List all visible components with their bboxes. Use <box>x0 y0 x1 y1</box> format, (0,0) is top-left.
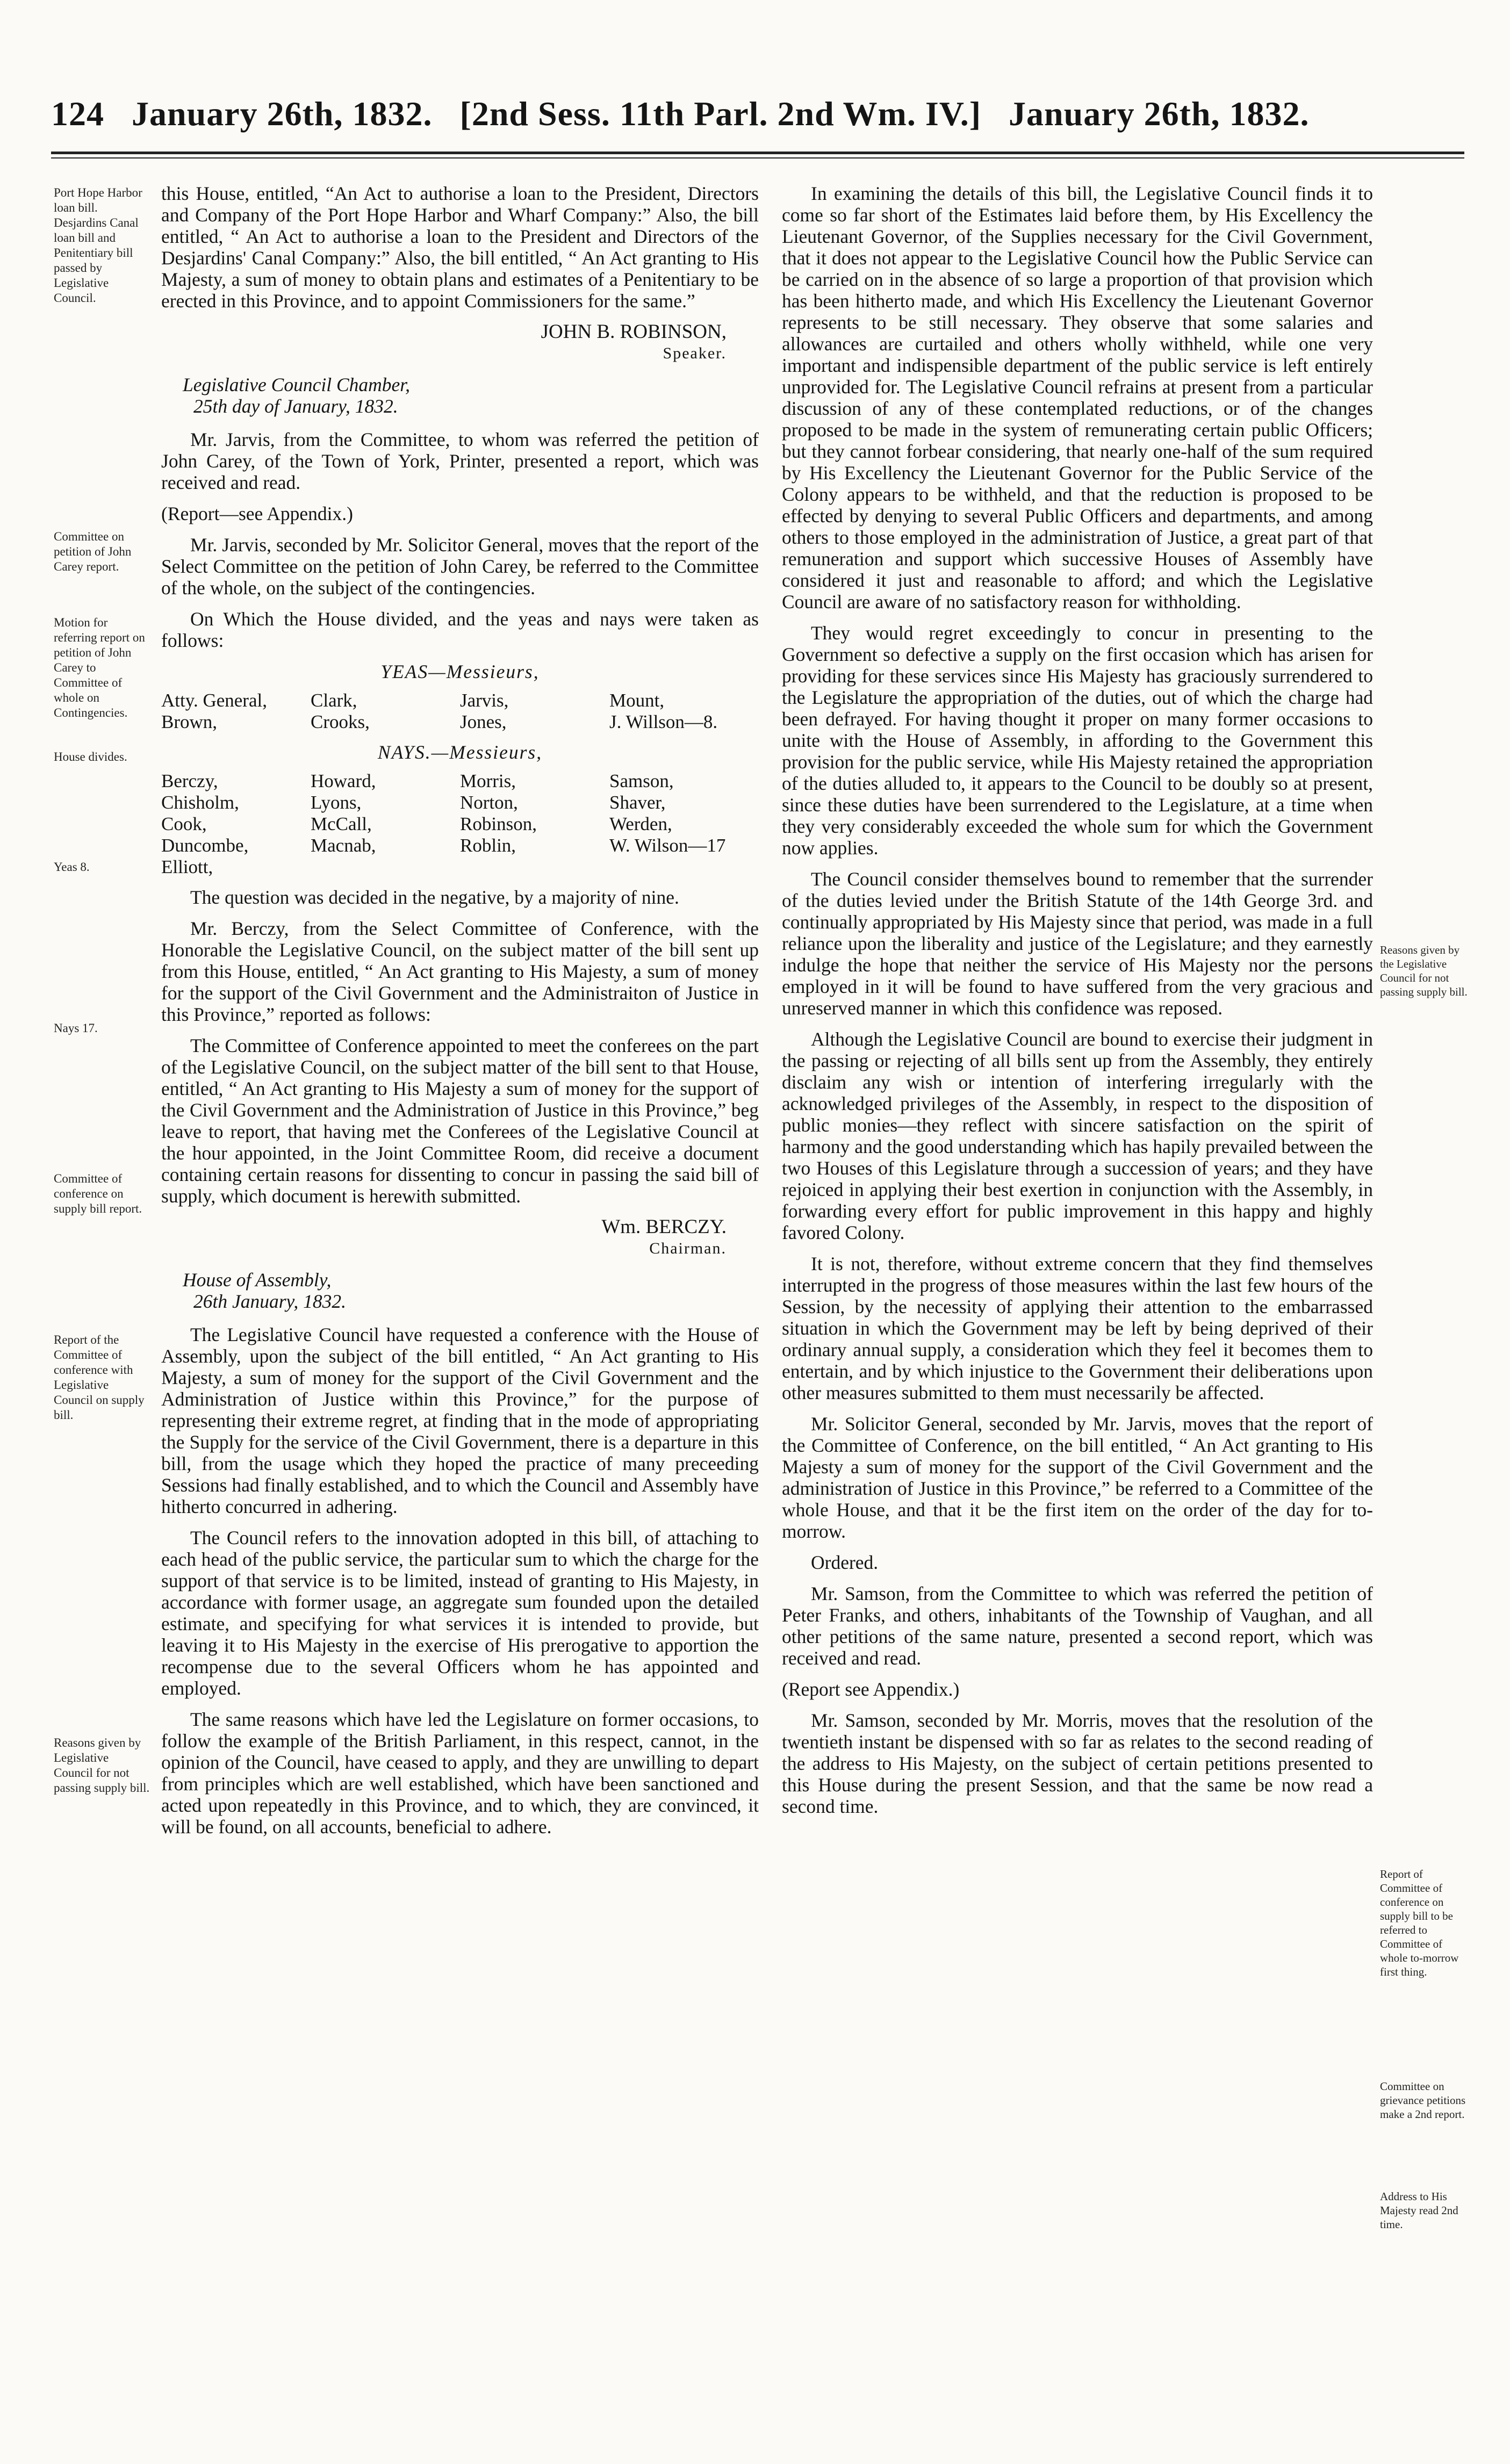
vote-name: Berczy, <box>161 770 218 791</box>
margin-note-reasons: Reasons given by Legislative Council for not passing supply bill. <box>54 1736 150 1795</box>
table-row <box>161 690 759 711</box>
right-para-1: In examining the details of this bill, the Legislative Council finds it to come so far short of the Estimates laid before them, by His Excellency the Lieutenant Governor, of the Supplies necessary for the Civil Government, that it does not appear to the Legislative Council how the Public Service can be carried on in the absence of so large a proportion of that provision which has been hitherto made, and which His Excellency the Lieutenant Governor represents to be still necessary. They observe that some salaries and allowances are curtailed and others wholly withheld, while one very important and indispensible department of the public service is left entirely unprovided for. The Legislative Council refrains at present from a particular discussion of any of these contemplated reductions, or of the changes proposed to be made in the system of remunerating certain public Officers; but they cannot forbear considering, that nearly one-half of the sum required by His Excellency the Lieutenant Governor for the Public Service of the Colony appears to be withheld, and that the reduction is proposed to be effected by denying to several Public Officers and departments, and among others to those employed in the administration of Justice, a great part of that remuneration and support which successive Houses of Assembly have considered it just and reasonable to afford; and which the Legislative Council are aware of no satisfactory reason for withholding. <box>782 183 1373 613</box>
table-row <box>161 792 759 813</box>
left-para-5: On Which the House divided, and the yeas and nays were taken as follows: <box>161 608 759 651</box>
left-para-11: The same reasons which have led the Legislature on former occasions, to follow the example of the British Parliament, in this respect, cannot, in the opinion of the Council, have ceased to apply, and they are unwilling to depart from principles which are well established, which have been sanctioned and acted upon repeatedly in this Province, and to which, they are convinced, it will be found, on all accounts, beneficial to adhere. <box>161 1709 759 1838</box>
signature-berczy-title: Chairman. <box>649 1240 727 1257</box>
vote-name: Jones, <box>460 711 507 732</box>
left-para-9: The Legislative Council have requested a conference with the House of Assembly, upon the subject of the bill entitled, “ An Act granting to His Majesty, a sum of money for the support of the Civil Government and the Administration of Justice within this Province,” for the purpose of representing their extreme regret, at finding that in the mode of appropriating the Supply for the service of the Civil Government, there is a departure in this bill, from the usage which they hoped the practice of many preceeding Sessions had finally established, and to which the Council and Assembly have hitherto concurred in adhering. <box>161 1324 759 1517</box>
vote-name: Atty. General, <box>161 690 267 711</box>
vote-name: Howard, <box>311 770 376 791</box>
margin-note-motion: Motion for referring report on petition of John Carey to Committee of whole on Contingencies. <box>54 616 145 719</box>
vote-name: J. Willson—8. <box>609 711 718 732</box>
place-date-1 <box>183 374 759 417</box>
vote-name <box>460 856 609 878</box>
right-para-5: It is not, therefore, without extreme concern that they find themselves interrupted in the progress of those measures within the last few hours of the Session, by the necessity of applying their attention to the embarrassed situation in which the Government may be left by being deprived of their ordinary annual supply, a consideration which they feel it becomes them to entertain, and by which injustice to the Government their deliberations upon other measures submitted to them must necessarily be affected. <box>782 1253 1373 1403</box>
left-column <box>161 183 759 1847</box>
nays-table <box>161 770 759 878</box>
vote-name: McCall, <box>311 813 372 834</box>
vote-name: Lyons, <box>311 792 362 813</box>
vote-name: Cook, <box>161 813 207 834</box>
vote-name: Werden, <box>609 813 672 834</box>
margin-note-reasons-right: Reasons given by the Legislative Council for not passing supply bill. <box>1380 943 1468 998</box>
vote-name: Samson, <box>609 770 674 791</box>
vote-name: Mount, <box>609 690 665 711</box>
vote-name <box>609 856 759 878</box>
signature-robinson: JOHN B. ROBINSON, <box>541 321 727 343</box>
appendix-note-2: (Report see Appendix.) <box>782 1678 960 1700</box>
header-rule-thin <box>51 157 1464 158</box>
table-row <box>161 813 759 835</box>
left-para-7: Mr. Berczy, from the Select Committee of Conference, with the Honorable the Legislative Council, on the subject matter of the bill sent up from this House, entitled, “ An Act granting to His Majesty, a sum of money for the support of the Civil Government and the Administraiton of Justice in this Province,” reported as follows: <box>161 918 759 1025</box>
table-row <box>161 835 759 856</box>
left-para-2: Mr. Jarvis, from the Committee, to whom was referred the petition of John Carey, of the Town of York, Printer, presented a report, which was received and read. <box>161 429 759 493</box>
vote-name: Norton, <box>460 792 518 813</box>
table-row <box>161 856 759 878</box>
left-para-8: The Committee of Conference appointed to meet the conferees on the part of the Legislative Council, on the subject matter of the bill sent to that House, entitled, “ An Act granting to His Majesty a sum of money for the support of the Civil Government and the Administration of Justice in this Province,” beg leave to report, that having met the Conferees of the Legislative Council at the hour appointed, in the Joint Committee Room, did receive a document containing certain reasons for dissenting to concur in passing the said bill of supply, which document is herewith submitted. <box>161 1035 759 1207</box>
place-2: House of Assembly, <box>183 1269 332 1291</box>
vote-name <box>311 856 460 878</box>
margin-note-address: Address to His Majesty read 2nd time. <box>1380 2190 1458 2231</box>
header-date-left: January 26th, 1832. <box>132 95 433 133</box>
right-para-2: They would regret exceedingly to concur in presenting to the Government so defective a supply on the first occasion which has arisen for providing for these services since His Majesty has graciously surrendered to the Legislature the appropriation of the duties, out of which the charge had been defrayed. For having thought it proper on many former occasions to unite with the House of Assembly, in affording to the Government this provision for the public service, while His Majesty retained the appropriation of the duties alluded to, it appears to the Council to be doubly so at present, since these duties have been surrendered to the Legislature, at a time when they very considerably exceeded the whole sum for which the Government now applies. <box>782 622 1373 859</box>
vote-name: Chisholm, <box>161 792 239 813</box>
right-para-3: The Council consider themselves bound to remember that the surrender of the duties levied under the British Statute of the 14th George 3rd. and continually appropriated by His Majesty since that period, was made in a full reliance upon the liberality and justice of the Legislature; and they earnestly indulge the hope that neither the service of His Majesty nor the persons employed in it will be found to have suffered from the very gracious and unreserved manner in which this confidence was reposed. <box>782 868 1373 1019</box>
vote-name: Crooks, <box>311 711 370 732</box>
margin-note-nays: Nays 17. <box>54 1021 98 1035</box>
right-para-6: Mr. Solicitor General, seconded by Mr. Jarvis, moves that the report of the Committee of Conference, on the bill entitled, “ An Act granting to His Majesty a sum of money for the support of the Civil Government and the administration of Justice in this Province,” be referred to a Committee of the whole House, and that it be the first item on the order of the day for to-morrow. <box>782 1413 1373 1542</box>
margin-note-grievance: Committee on grievance petitions make a 2nd report. <box>1380 2080 1466 2121</box>
right-column <box>782 183 1373 1827</box>
signature-robinson-title: Speaker. <box>663 344 727 362</box>
vote-name: Morris, <box>460 770 516 791</box>
right-para-10: Mr. Samson, seconded by Mr. Morris, moves that the resolution of the twentieth instant be dispensed with so far as relates to the second reading of the address to His Majesty, on the subject of certain petitions presented to this House during the present Session, and that the same be now read a second time. <box>782 1710 1373 1817</box>
left-para-1: this House, entitled, “An Act to authorise a loan to the President, Directors and Company of the Port Hope Harbor and Wharf Company:” Also, the bill entitled, “ An Act to authorise a loan to the President and Directors of the Desjardins' Canal Company:” Also, the bill entitled, “ An Act granting to His Majesty, a sum of money to obtain plans and estimates of a Penitentiary to be erected in this Province, and to appoint Commissioners for the same.” <box>161 183 759 312</box>
margin-note-port-hope: Port Hope Harbor loan bill. Desjardins Canal loan bill and Penitentiary bill passed by Legislative Council. <box>54 186 142 305</box>
right-para-7: Ordered. <box>811 1552 879 1573</box>
vote-name: Elliott, <box>161 856 213 877</box>
margin-note-conference: Committee of conference on supply bill report. <box>54 1172 142 1215</box>
left-para-4: Mr. Jarvis, seconded by Mr. Solicitor General, moves that the report of the Select Committee on the petition of John Carey, be referred to the Committee of the whole, on the subject of the contingencies. <box>161 534 759 599</box>
vote-name: Roblin, <box>460 835 516 856</box>
margin-note-report-right: Report of Committee of conference on supply bill to be referred to Committee of whole to-morrow first thing. <box>1380 1868 1459 1978</box>
vote-name: Macnab, <box>311 835 376 856</box>
right-para-8: Mr. Samson, from the Committee to which was referred the petition of Peter Franks, and others, inhabitants of the Township of Vaughan, and all other petitions of the same nature, presented a second report, which was received and read. <box>782 1583 1373 1669</box>
vote-name: Duncombe, <box>161 835 249 856</box>
table-row <box>161 770 759 792</box>
yeas-heading: YEAS—Messieurs, <box>380 661 540 682</box>
appendix-note-1: (Report—see Appendix.) <box>161 503 353 524</box>
right-para-4: Although the Legislative Council are bound to exercise their judgment in the passing or rejecting of all bills sent up from the Assembly, they entirely disclaim any wish or intention of interfering irregularly with the acknowledged privileges of the Assembly, in respect to the disposition of public monies—they reflect with sincere satisfaction on the spirit of harmony and the good understanding which has hapily prevailed between the two Houses of this Legislature through a succession of years; and they have rejoiced in applying their best exertion in conjunction with the Assembly, in forwarding every effort for public improvement in this happy and highly favored Colony. <box>782 1028 1373 1243</box>
left-para-10: The Council refers to the innovation adopted in this bill, of attaching to each head of the public service, the particular sum to which the charge for the support of that service is to be limited, instead of granting to His Majesty, in accordance with former usage, an aggregate sum founded upon the detailed estimate, and specifying for what services it is intended to provide, but leaving it to His Majesty in the exercise of His prerogative to apportion the recompense due to the several Officers whom he has appointed and employed. <box>161 1527 759 1699</box>
nays-heading: NAYS.—Messieurs, <box>377 741 543 763</box>
header-date-right: January 26th, 1832. <box>1009 95 1310 133</box>
margin-note-yeas: Yeas 8. <box>54 860 90 874</box>
left-para-6: The question was decided in the negative, by a majority of nine. <box>190 887 679 908</box>
vote-name: Shaver, <box>609 792 666 813</box>
yeas-table <box>161 690 759 733</box>
header-rule-thick <box>51 152 1464 154</box>
margin-note-report-conference: Report of the Committee of conference with Legislative Council on supply bill. <box>54 1333 145 1422</box>
page-number: 124 <box>51 95 104 133</box>
vote-name: W. Wilson—17 <box>609 835 726 856</box>
date-1: 25th day of January, 1832. <box>193 395 398 417</box>
margin-note-carey: Committee on petition of John Carey report. <box>54 530 132 573</box>
signature-berczy: Wm. BERCZY. <box>601 1216 727 1238</box>
date-2: 26th January, 1832. <box>193 1291 346 1312</box>
vote-name: Robinson, <box>460 813 537 834</box>
page-header <box>51 94 1459 134</box>
vote-name: Clark, <box>311 690 357 711</box>
margin-note-divides: House divides. <box>54 750 127 763</box>
place-1: Legislative Council Chamber, <box>183 374 411 395</box>
header-session: [2nd Sess. 11th Parl. 2nd Wm. IV.] <box>459 95 981 133</box>
place-date-2 <box>183 1269 759 1312</box>
vote-name: Jarvis, <box>460 690 509 711</box>
table-row <box>161 711 759 733</box>
vote-name: Brown, <box>161 711 218 732</box>
